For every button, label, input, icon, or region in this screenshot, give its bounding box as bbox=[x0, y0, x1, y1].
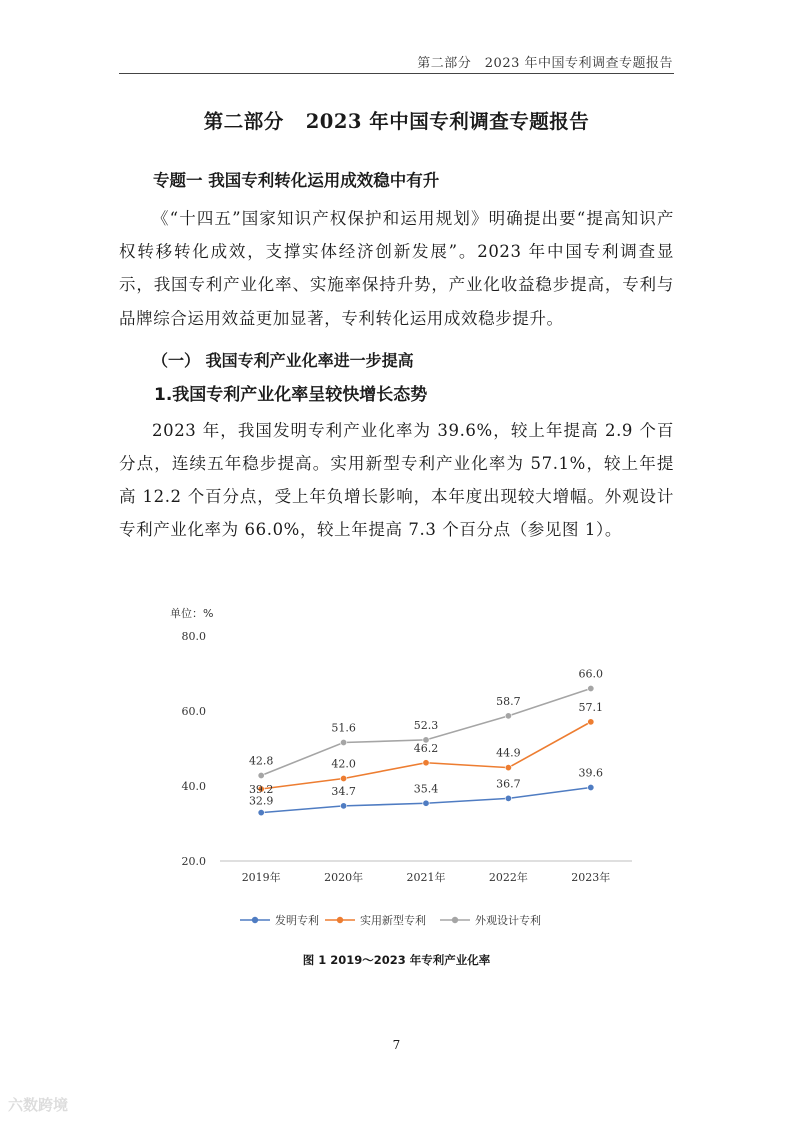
body-paragraph: 2023 年，我国发明专利产业化率为 39.6%，较上年提高 2.9 个百分点，连续五年稳步提高。实用新型专利产业化率为 57.1%，较上年提高 12.2 个百分点，受上年负增长影响，本年度出现较大增幅。外观设计专利产业化率为 66.0%，较上年提高 7.3 个百分点（参见图 1）。 bbox=[119, 420, 674, 540]
running-header: 第二部分 2023 年中国专利调查专题报告 bbox=[417, 56, 673, 71]
data-point bbox=[588, 784, 594, 790]
data-label: 34.7 bbox=[331, 784, 356, 798]
figure-caption: 图 1 2019～2023 年专利产业化率 bbox=[302, 953, 491, 967]
y-tick-label: 20.0 bbox=[181, 855, 206, 868]
section-heading: 专题一 我国专利转化运用成效稳中有升 bbox=[153, 171, 440, 190]
body-content bbox=[119, 168, 674, 547]
data-point bbox=[588, 685, 594, 691]
sub-heading: （一） 我国专利产业化率进一步提高 bbox=[152, 350, 414, 370]
data-point bbox=[505, 764, 511, 770]
data-label: 42.8 bbox=[248, 754, 274, 768]
line-chart-svg bbox=[140, 598, 660, 943]
data-label: 32.9 bbox=[248, 794, 274, 808]
legend-label: 外观设计专利 bbox=[475, 914, 541, 927]
x-tick-label: 2020年 bbox=[324, 871, 364, 884]
unit-label: 单位：% bbox=[170, 607, 214, 620]
data-point bbox=[258, 809, 264, 815]
title-part: 第二部分 bbox=[203, 110, 284, 133]
patent-industrialization-chart bbox=[140, 598, 660, 943]
legend-label: 实用新型专利 bbox=[360, 914, 426, 927]
data-label: 58.7 bbox=[496, 694, 521, 708]
data-label: 35.4 bbox=[413, 782, 439, 796]
data-label: 44.9 bbox=[496, 746, 521, 760]
legend-marker bbox=[337, 917, 343, 923]
x-tick-label: 2021年 bbox=[406, 871, 446, 884]
x-tick-label: 2023年 bbox=[571, 871, 611, 884]
data-point bbox=[340, 775, 346, 781]
data-label: 51.6 bbox=[331, 721, 356, 735]
data-label: 52.3 bbox=[413, 718, 439, 732]
legend-marker bbox=[452, 917, 458, 923]
data-point bbox=[423, 760, 429, 766]
page-number: 7 bbox=[392, 1038, 401, 1052]
data-point bbox=[505, 795, 511, 801]
legend-label: 发明专利 bbox=[275, 914, 319, 927]
data-label: 39.6 bbox=[578, 766, 604, 780]
page-title bbox=[119, 106, 674, 134]
data-point bbox=[588, 719, 594, 725]
data-label: 46.2 bbox=[413, 741, 439, 755]
data-label: 36.7 bbox=[496, 777, 521, 791]
y-tick-label: 60.0 bbox=[181, 705, 206, 718]
y-tick-label: 80.0 bbox=[181, 630, 206, 643]
data-label: 42.0 bbox=[331, 757, 356, 771]
data-point bbox=[340, 803, 346, 809]
header-rule bbox=[119, 73, 674, 74]
data-label: 66.0 bbox=[578, 667, 604, 681]
x-tick-label: 2022年 bbox=[488, 871, 528, 884]
watermark: 六数跨境 bbox=[8, 1096, 69, 1114]
intro-paragraph: 《“十四五”国家知识产权保护和运用规划》明确提出要“提高知识产权转移转化成效，支撑实体经济创新发展”。2023 年中国专利调查显示，我国专利产业化率、实施率保持升势，产业化收益稳步提高，专利与品牌综合运用效益更加显著，专利转化运用成效稳步提升。 bbox=[119, 209, 674, 328]
data-label: 57.1 bbox=[578, 700, 604, 714]
sub-sub-heading: 1.我国专利产业化率呈较快增长态势 bbox=[154, 384, 428, 405]
x-tick-label: 2019年 bbox=[241, 871, 281, 884]
data-point bbox=[505, 713, 511, 719]
legend-marker bbox=[252, 917, 258, 923]
y-tick-label: 40.0 bbox=[181, 780, 206, 793]
data-point bbox=[258, 772, 264, 778]
title-main: 2023 年中国专利调查专题报告 bbox=[305, 110, 590, 133]
data-point bbox=[340, 739, 346, 745]
data-label: 39.2 bbox=[248, 783, 274, 796]
data-point bbox=[423, 800, 429, 806]
